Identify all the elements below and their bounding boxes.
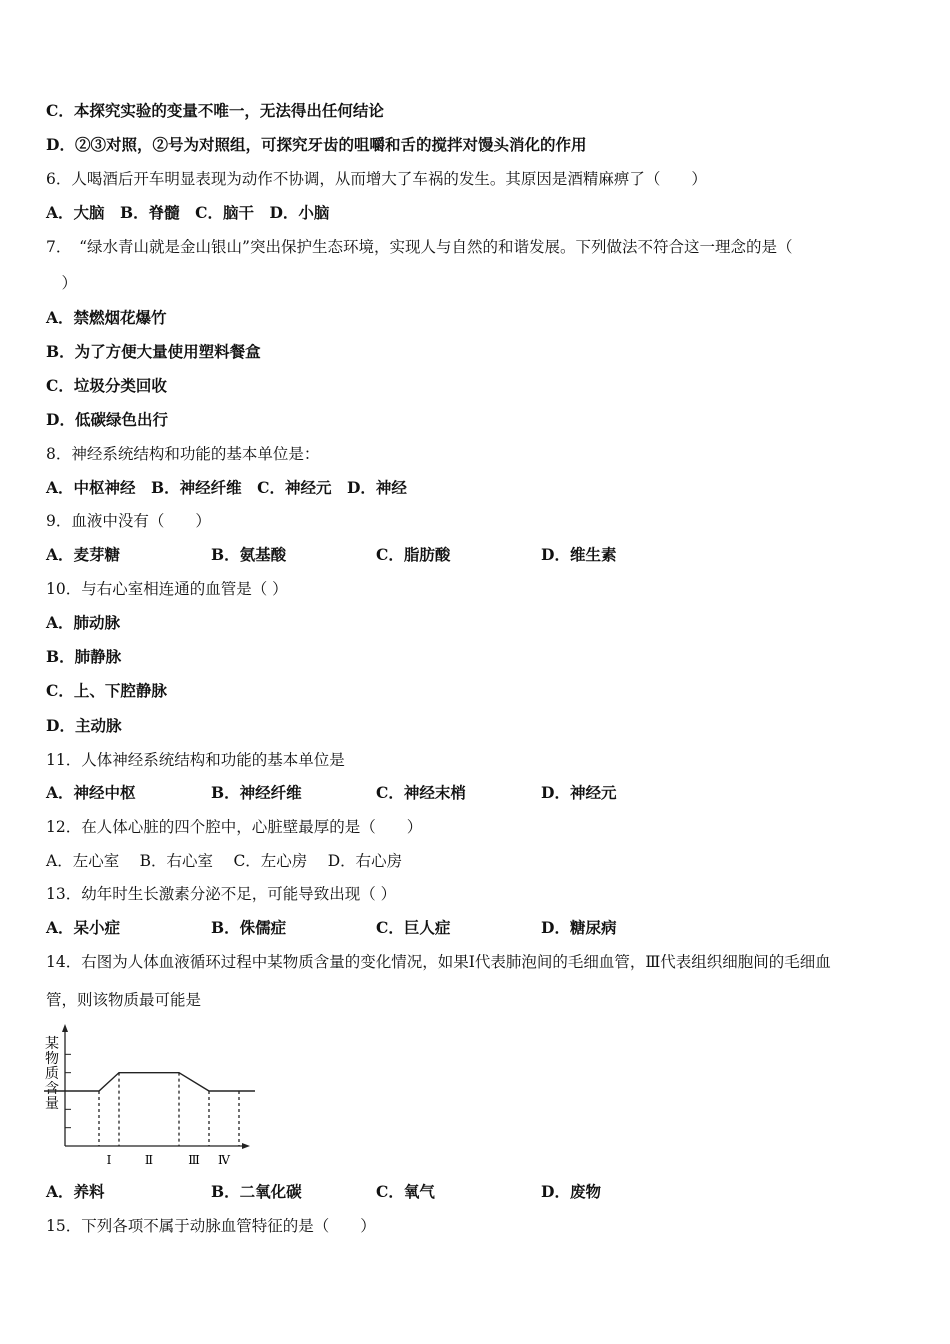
line-option-c-q5: C．本探究实验的变量不唯一，无法得出任何结论 (46, 101, 384, 120)
q10-option-d: D．主动脉 (46, 716, 122, 735)
q10-option-b: B．肺静脉 (46, 647, 122, 666)
y-axis-arrow (62, 1024, 68, 1032)
question-7-cont: ） (46, 274, 78, 292)
chart-ylabel-char: 某 (45, 1036, 59, 1052)
q13-option-b: B．侏儒症 (211, 918, 287, 937)
x-category-label: Ⅰ (106, 1153, 112, 1167)
chart-ylabel (45, 1035, 59, 1112)
x-category-label: Ⅲ (188, 1153, 200, 1167)
question-13-options (46, 918, 706, 938)
q14-option-b: B．二氧化碳 (211, 1182, 302, 1201)
question-8: 8．神经系统结构和功能的基本单位是： (46, 445, 320, 463)
question-15: 15．下列各项不属于动脉血管特征的是（ ） (46, 1217, 376, 1235)
q7-option-b: B．为了方便大量使用塑料餐盒 (46, 342, 261, 361)
q11-option-a: A．神经中枢 (46, 783, 136, 802)
question-13: 13．幼年时生长激素分泌不足，可能导致出现（ ） (46, 885, 397, 903)
question-12: 12．在人体心脏的四个腔中，心脏壁最厚的是（ ） (46, 818, 423, 836)
question-14: 14．右图为人体血液循环过程中某物质含量的变化情况，如果Ⅰ代表肺泡间的毛细血管，Ⅲ代表组织细胞间的毛细血 (46, 953, 831, 971)
q14-option-a: A．养料 (46, 1182, 105, 1201)
question-9-options (46, 545, 706, 565)
question-14-options (46, 1182, 706, 1202)
q13-option-a: A．呆小症 (46, 918, 121, 937)
q10-option-c: C．上、下腔静脉 (46, 681, 167, 700)
question-9: 9．血液中没有（ ） (46, 512, 211, 530)
chart-ylabel-char: 物 (45, 1051, 59, 1067)
q11-option-d: D．神经元 (541, 783, 617, 802)
question-10: 10．与右心室相连通的血管是（ ） (46, 580, 288, 598)
q9-option-b: B．氨基酸 (211, 545, 287, 564)
q9-option-d: D．维生素 (541, 545, 617, 564)
question-8-options: A．中枢神经 B．神经纤维 C．神经元 D．神经 (46, 478, 407, 497)
q9-option-a: A．麦芽糖 (46, 545, 121, 564)
substance-content-chart (40, 1022, 255, 1172)
series-line (44, 1073, 255, 1091)
chart-ylabel-char: 质 (45, 1066, 59, 1082)
q7-option-d: D．低碳绿色出行 (46, 410, 168, 429)
q13-option-c: C．巨人症 (376, 918, 451, 937)
x-category-label: Ⅳ (218, 1153, 230, 1167)
q9-option-c: C．脂肪酸 (376, 545, 451, 564)
question-12-options: A．左心室 B．右心室 C．左心房 D．右心房 (46, 852, 403, 870)
q14-option-c: C．氧气 (376, 1182, 435, 1201)
q11-option-c: C．神经末梢 (376, 783, 466, 802)
question-14-cont: 管，则该物质最可能是 (46, 991, 202, 1009)
q7-option-c: C．垃圾分类回收 (46, 376, 167, 395)
q7-option-a: A．禁燃烟花爆竹 (46, 308, 167, 327)
question-6-options: A．大脑 B．脊髓 C．脑干 D．小脑 (46, 203, 330, 222)
question-11: 11．人体神经系统结构和功能的基本单位是 (46, 751, 345, 769)
question-6: 6．人喝酒后开车明显表现为动作不协调，从而增大了车祸的发生。其原因是酒精麻痹了（ ） (46, 170, 707, 188)
q13-option-d: D．糖尿病 (541, 918, 617, 937)
chart-ylabel-char: 含 (45, 1081, 59, 1097)
x-axis-arrow (242, 1143, 250, 1149)
question-11-options (46, 783, 706, 803)
q14-option-d: D．废物 (541, 1182, 601, 1201)
chart-ylabel-char: 量 (45, 1096, 59, 1112)
x-category-label: Ⅱ (144, 1153, 154, 1167)
q10-option-a: A．肺动脉 (46, 613, 121, 632)
line-option-d-q5: D．②③对照，②号为对照组，可探究牙齿的咀嚼和舌的搅拌对馒头消化的作用 (46, 135, 587, 154)
question-7: 7． “绿水青山就是金山银山”突出保护生态环境，实现人与自然的和谐发展。下列做法不符合这一理念的是（ (46, 238, 793, 256)
q11-option-b: B．神经纤维 (211, 783, 302, 802)
